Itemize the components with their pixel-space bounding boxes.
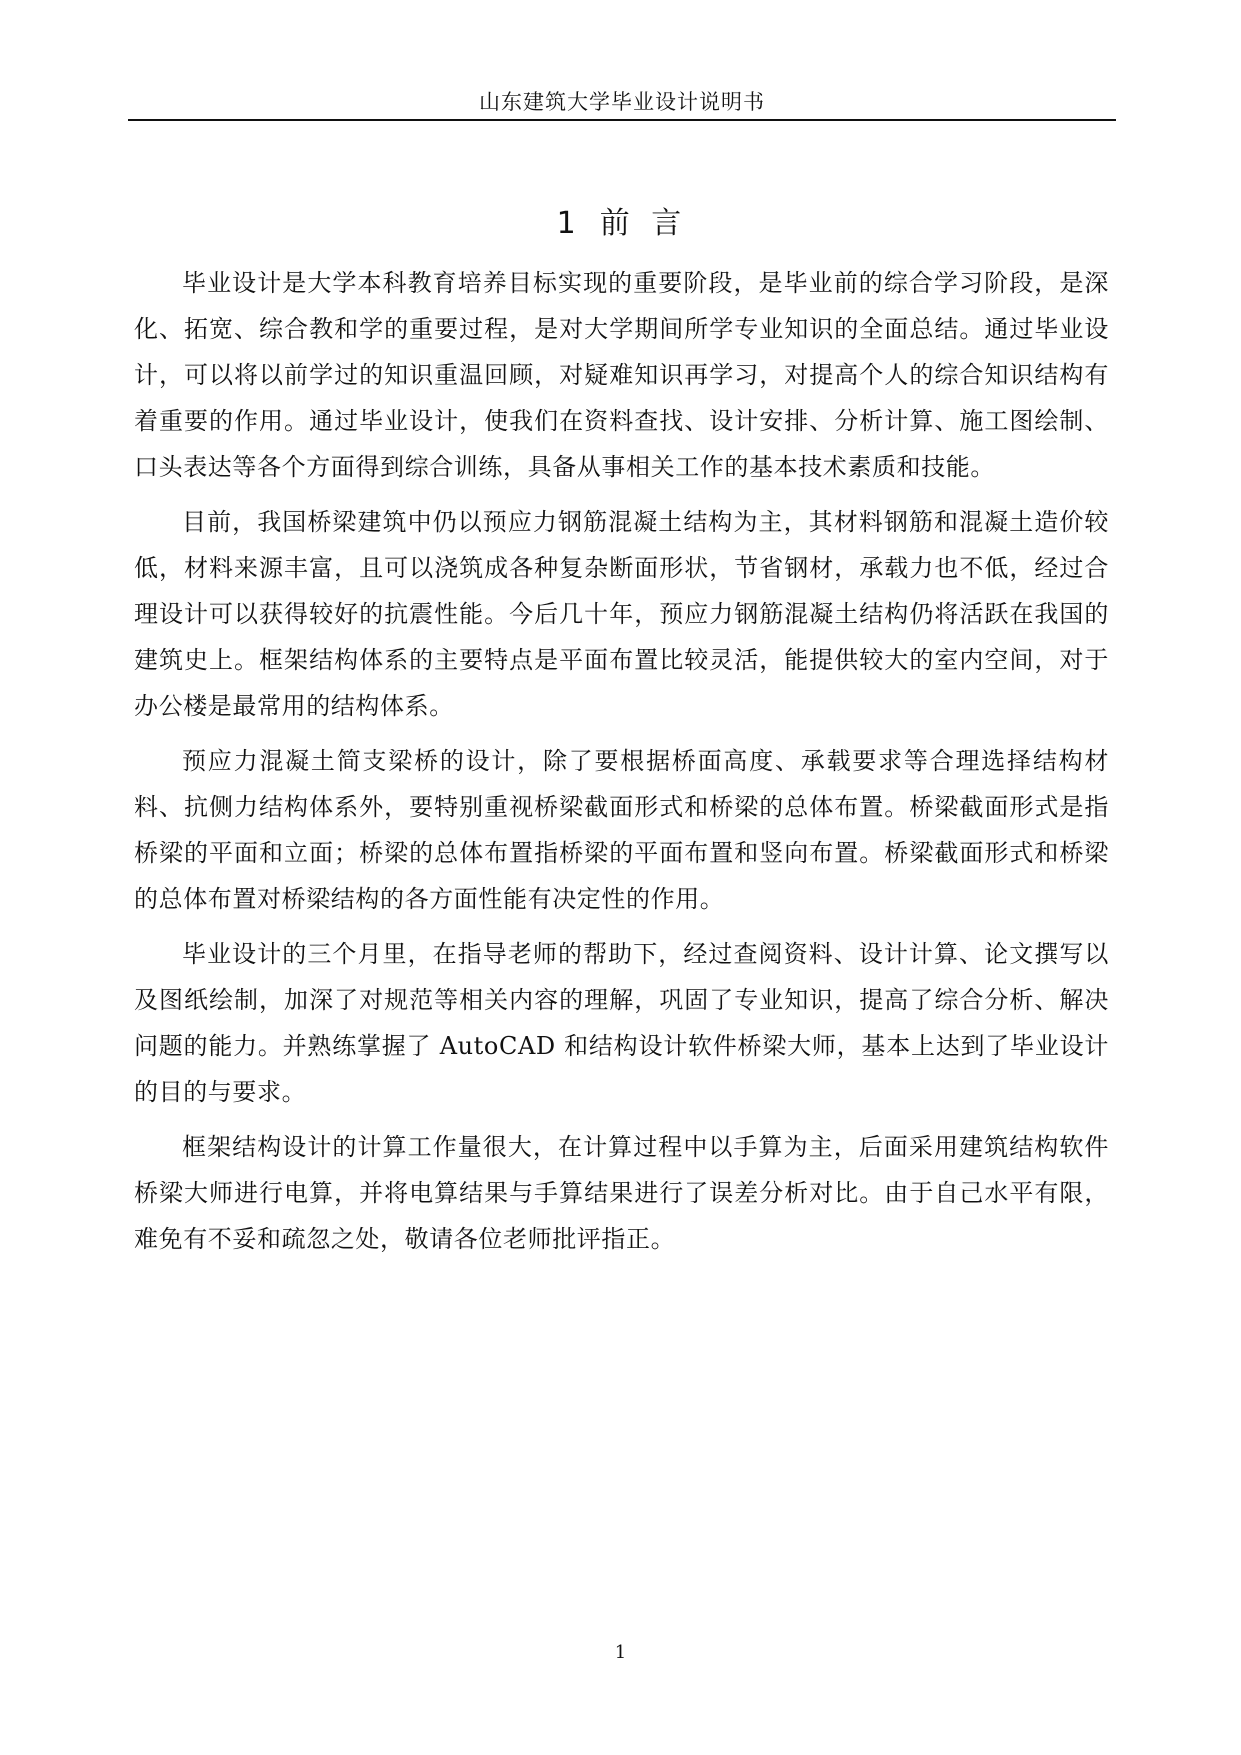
chapter-number: 1 <box>556 206 582 241</box>
chapter-heading: 前 言 <box>599 206 688 241</box>
header-rule <box>128 119 1116 121</box>
running-header: 山东建筑大学毕业设计说明书 <box>479 90 765 114</box>
paragraph-3: 预应力混凝土简支梁桥的设计，除了要根据桥面高度、承载要求等合理选择结构材料、抗侧力结构体系外，要特别重视桥梁截面形式和桥梁的总体布置。桥梁截面形式是指桥梁的平面和立面；桥梁的总体布置指桥梁的平面布置和竖向布置。桥梁截面形式和桥梁的总体布置对桥梁结构的各方面性能有决定性的作用。 <box>134 747 1109 913</box>
paragraph-1: 毕业设计是大学本科教育培养目标实现的重要阶段，是毕业前的综合学习阶段，是深化、拓宽、综合教和学的重要过程，是对大学期间所学专业知识的全面总结。通过毕业设计，可以将以前学过的知识重温回顾，对疑难知识再学习，对提高个人的综合知识结构有着重要的作用。通过毕业设计，使我们在资料查找、设计安排、分析计算、施工图绘制、口头表达等各个方面得到综合训练，具备从事相关工作的基本技术素质和技能。 <box>134 269 1109 481</box>
chapter-title <box>128 204 1116 244</box>
paragraph-2: 目前，我国桥梁建筑中仍以预应力钢筋混凝土结构为主，其材料钢筋和混凝土造价较低，材料来源丰富，且可以浇筑成各种复杂断面形状，节省钢材，承载力也不低，经过合理设计可以获得较好的抗震性能。今后几十年，预应力钢筋混凝土结构仍将活跃在我国的建筑史上。框架结构体系的主要特点是平面布置比较灵活，能提供较大的室内空间，对于办公楼是最常用的结构体系。 <box>134 508 1109 720</box>
page-number: 1 <box>614 1642 627 1663</box>
paragraph-4: 毕业设计的三个月里，在指导老师的帮助下，经过查阅资料、设计计算、论文撰写以及图纸绘制，加深了对规范等相关内容的理解，巩固了专业知识，提高了综合分析、解决问题的能力。并熟练掌握了 AutoCAD 和结构设计软件桥梁大师，基本上达到了毕业设计的目的与要求。 <box>134 940 1109 1106</box>
body-text <box>134 260 1109 1262</box>
paragraph-5: 框架结构设计的计算工作量很大，在计算过程中以手算为主，后面采用建筑结构软件桥梁大师进行电算，并将电算结果与手算结果进行了误差分析对比。由于自己水平有限，难免有不妥和疏忽之处，敬请各位老师批评指正。 <box>134 1133 1109 1253</box>
